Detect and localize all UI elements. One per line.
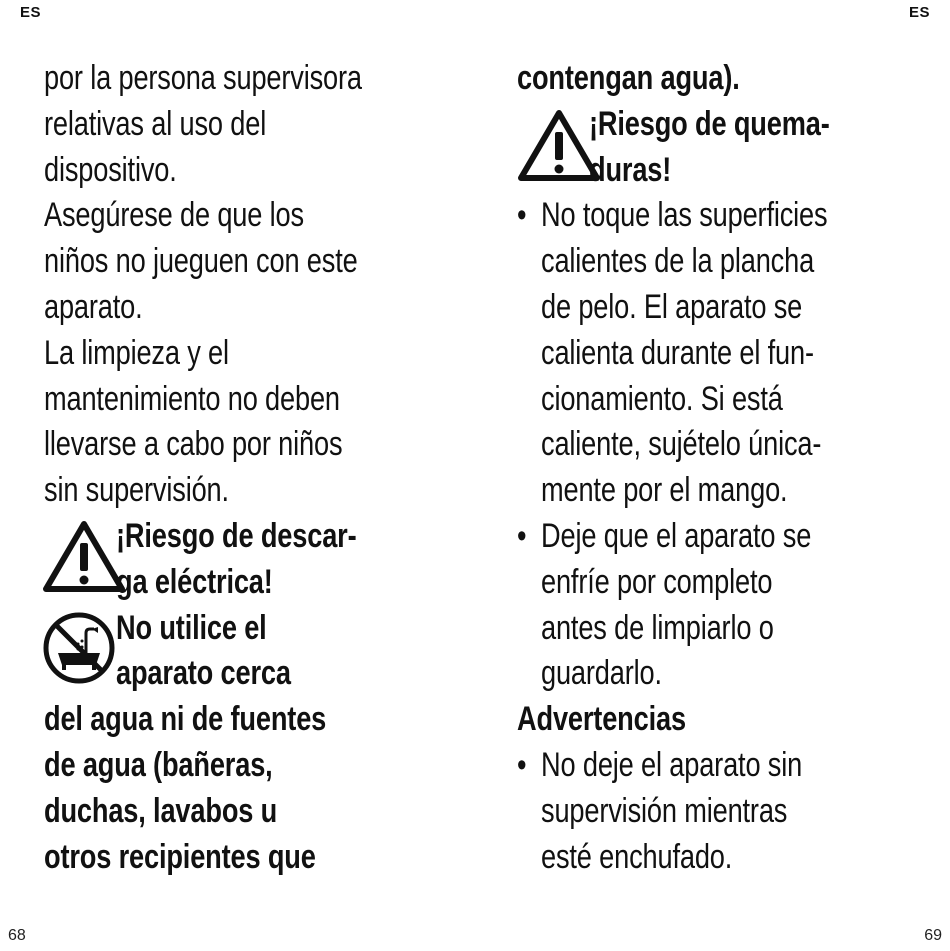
list-item-continuation: de pelo. El aparato se <box>541 287 803 326</box>
language-label-right: ES <box>908 4 930 21</box>
list-item-continuation: cionamiento. Si está <box>541 379 783 418</box>
burn-warning-title: duras! <box>589 150 672 189</box>
list-item-continuation: antes de limpiarlo o <box>541 608 774 647</box>
list-item-text: No toque las superficies <box>541 196 828 235</box>
water-warning-text: No utilice el <box>116 608 267 647</box>
shock-warning-title: ga eléctrica! <box>116 562 273 601</box>
section-heading: Advertencias <box>517 700 686 739</box>
text-line: La limpieza y el <box>44 333 229 372</box>
burn-warning-title: ¡Riesgo de quema- <box>589 104 830 143</box>
list-item-text: Deje que el aparato se <box>541 516 812 555</box>
text-line: dispositivo. <box>44 150 177 189</box>
water-warning-text: otros recipientes que <box>44 837 316 876</box>
left-page-column <box>44 56 464 880</box>
list-item-continuation: supervisión mientras <box>541 791 788 830</box>
list-item-continuation: enfríe por completo <box>541 562 773 601</box>
water-warning-text: duchas, lavabos u <box>44 791 278 830</box>
bullet-marker: • <box>517 196 527 235</box>
list-item <box>517 193 857 239</box>
no-bathtub-icon <box>42 611 116 685</box>
bullet-marker: • <box>517 516 527 555</box>
list-item-continuation: guardarlo. <box>541 654 662 693</box>
water-warning-text: del agua ni de fuentes <box>44 700 327 739</box>
bullet-marker: • <box>517 745 527 784</box>
list-item <box>517 514 857 560</box>
text-line: llevarse a cabo por niños <box>44 425 343 464</box>
water-warning-text: de agua (bañeras, <box>44 745 273 784</box>
text-line: niños no jueguen con este <box>44 242 358 281</box>
text-line: por la persona supervisora <box>44 59 362 97</box>
list-item <box>517 743 857 789</box>
list-item-continuation: calientes de la plancha <box>541 242 815 281</box>
list-item-continuation: calienta durante el fun- <box>541 333 814 372</box>
warning-triangle-icon <box>517 108 601 182</box>
list-item-continuation: mente por el mango. <box>541 471 788 510</box>
page-number-left: 68 <box>8 927 26 944</box>
list-item-continuation: esté enchufado. <box>541 837 733 876</box>
water-warning-continuation: contengan agua). <box>517 59 740 97</box>
text-line: aparato. <box>44 287 143 326</box>
text-line: Asegúrese de que los <box>44 196 304 235</box>
language-label-left: ES <box>20 4 42 21</box>
text-line: mantenimiento no deben <box>44 379 340 418</box>
text-line: sin supervisión. <box>44 471 229 510</box>
text-line: relativas al uso del <box>44 104 267 143</box>
page-number-right: 69 <box>924 927 942 944</box>
warning-triangle-icon <box>42 519 126 593</box>
list-item-continuation: caliente, sujételo única- <box>541 425 822 464</box>
list-item-text: No deje el aparato sin <box>541 745 803 784</box>
water-warning-text: aparato cerca <box>116 654 291 693</box>
shock-warning-title: ¡Riesgo de descar- <box>116 516 357 555</box>
